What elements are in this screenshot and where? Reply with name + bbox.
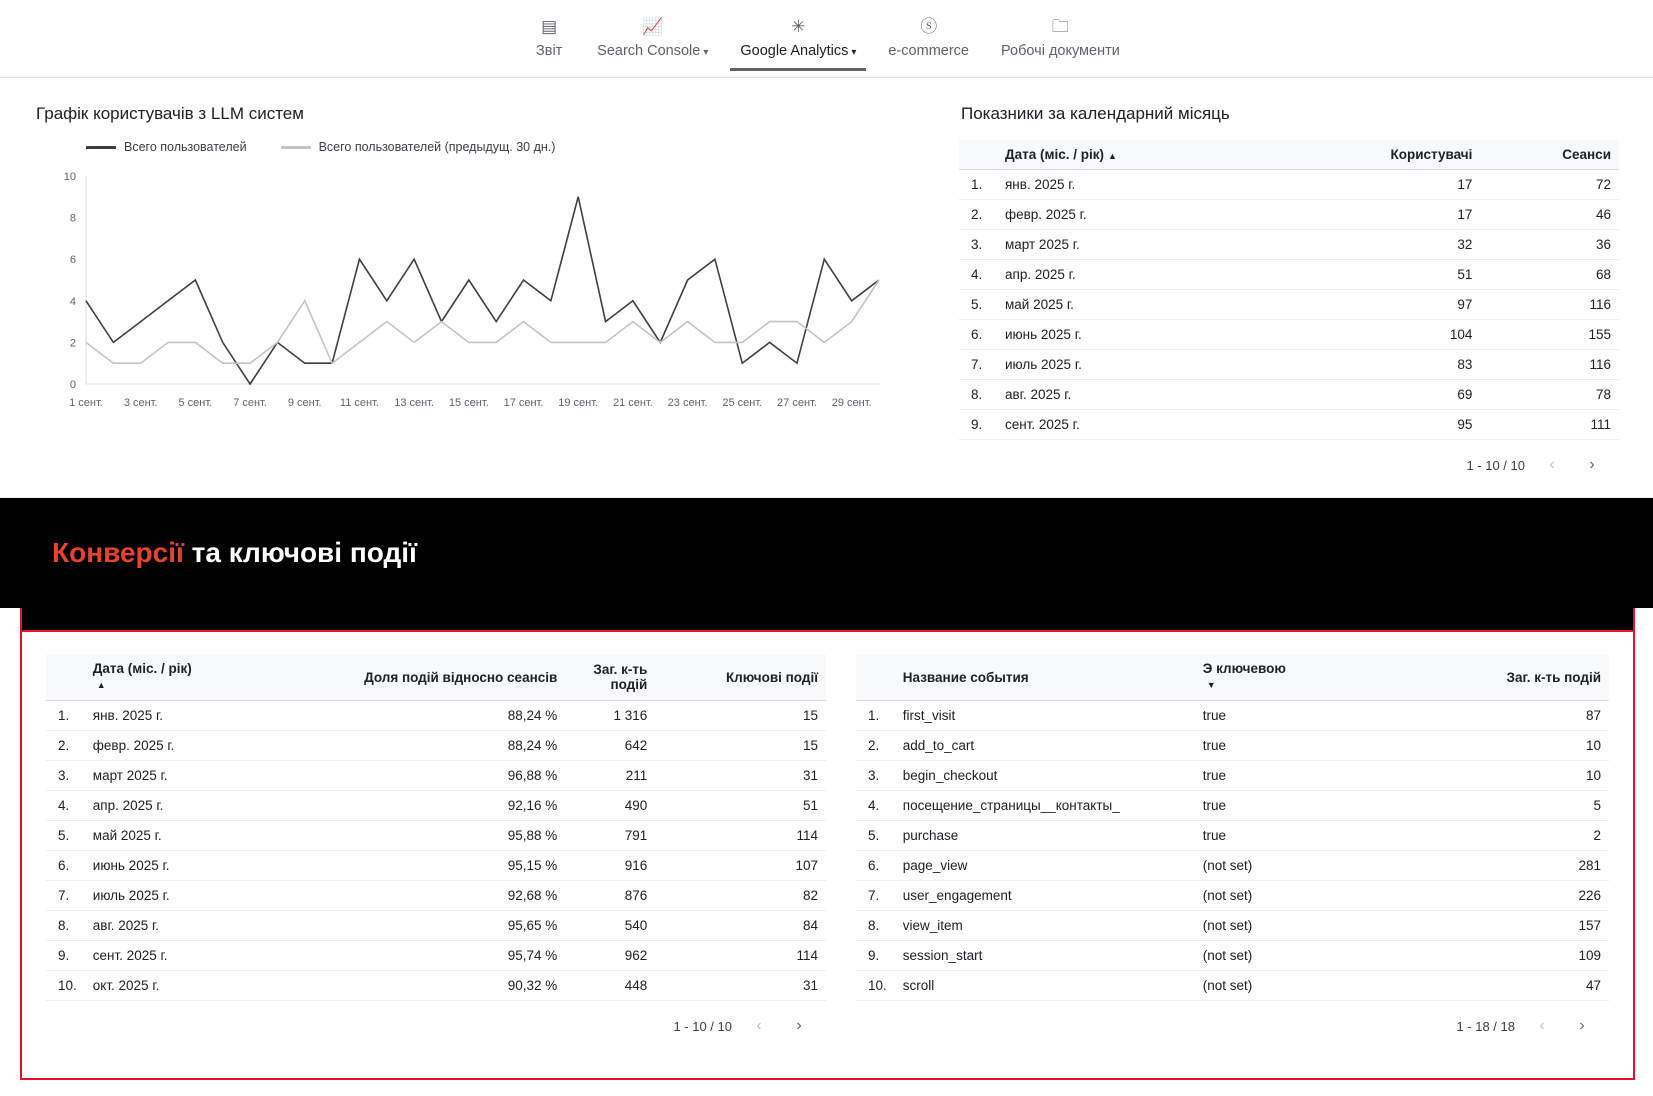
- row-index: 2.: [959, 200, 997, 230]
- cell-key-events: 114: [655, 941, 826, 971]
- events-pager: [856, 1001, 1609, 1039]
- table-header-row: [959, 140, 1619, 170]
- cell-date: март 2025 г.: [997, 230, 1271, 260]
- table-row[interactable]: [856, 851, 1609, 881]
- table-row[interactable]: [46, 821, 826, 851]
- cell-event-name: посещение_страницы__контакты_: [895, 791, 1195, 821]
- row-index: 7.: [959, 350, 997, 380]
- row-index: 2.: [46, 731, 85, 761]
- events-panel: [856, 654, 1609, 1039]
- bottom-section: [22, 632, 1633, 1049]
- banner-title: [52, 537, 417, 569]
- table-row[interactable]: [856, 791, 1609, 821]
- kpi-next-page-button[interactable]: ›: [1589, 456, 1595, 473]
- row-index: 1.: [46, 701, 85, 731]
- cell-key-events: 31: [655, 971, 826, 1001]
- col-users[interactable]: Користувачі: [1271, 140, 1481, 170]
- events-table: [856, 654, 1609, 1001]
- cell-key-events: 82: [655, 881, 826, 911]
- chart-line-icon: 📈: [642, 17, 664, 36]
- cell-total-events: 47: [1385, 971, 1609, 1001]
- dollar-circle-icon: ⓢ: [920, 17, 938, 36]
- conversions-pager: [46, 1001, 826, 1039]
- svg-text:2: 2: [69, 337, 76, 350]
- row-index: 10.: [46, 971, 85, 1001]
- cell-date: окт. 2025 г.: [85, 971, 235, 1001]
- kpi-page-range: 1 - 10 / 10: [1466, 457, 1525, 473]
- cell-date: июль 2025 г.: [997, 350, 1271, 380]
- highlighted-region: [20, 630, 1635, 1080]
- cell-date: янв. 2025 г.: [997, 170, 1271, 200]
- cell-event-name: session_start: [895, 941, 1195, 971]
- cell-date: июнь 2025 г.: [85, 851, 235, 881]
- table-row[interactable]: [856, 911, 1609, 941]
- cell-date: май 2025 г.: [997, 290, 1271, 320]
- cell-total-events: 916: [565, 851, 655, 881]
- table-header-row: [46, 654, 826, 701]
- cell-total-events: 962: [565, 941, 655, 971]
- cell-date: июль 2025 г.: [85, 881, 235, 911]
- cell-date: февр. 2025 г.: [997, 200, 1271, 230]
- cell-total-events: 281: [1385, 851, 1609, 881]
- chart-title: Графік користувачів з LLM систем: [36, 104, 304, 123]
- cell-users: 97: [1271, 290, 1481, 320]
- table-row[interactable]: [856, 701, 1609, 731]
- cell-total-events: 10: [1385, 761, 1609, 791]
- sparkle-icon: ✳: [791, 17, 806, 36]
- cell-sessions: 68: [1480, 260, 1619, 290]
- cell-date: апр. 2025 г.: [85, 791, 235, 821]
- table-row[interactable]: [959, 230, 1619, 260]
- row-index: 6.: [959, 320, 997, 350]
- table-row[interactable]: [959, 200, 1619, 230]
- cell-total-events: 448: [565, 971, 655, 1001]
- cell-date: авг. 2025 г.: [85, 911, 235, 941]
- legend-item-current: Всего пользователей: [86, 140, 247, 154]
- svg-text:27 сент.: 27 сент.: [777, 397, 817, 409]
- col-index: [856, 654, 895, 701]
- monthly-metrics-body: [959, 170, 1619, 440]
- cell-is-key-event: true: [1195, 821, 1385, 851]
- table-row[interactable]: [46, 941, 826, 971]
- events-page-range: 1 - 18 / 18: [1456, 1018, 1515, 1034]
- col-is-key-event[interactable]: Э ключевою ▼: [1195, 654, 1385, 701]
- cell-event-share: 90,32 %: [235, 971, 566, 1001]
- cell-sessions: 72: [1480, 170, 1619, 200]
- cell-is-key-event: true: [1195, 731, 1385, 761]
- row-index: 6.: [856, 851, 895, 881]
- kpi-pager: [959, 440, 1619, 478]
- nav-label: Google Analytics ▾: [740, 43, 857, 59]
- sort-asc-icon: ▲: [96, 680, 106, 690]
- cell-key-events: 51: [655, 791, 826, 821]
- cell-event-name: begin_checkout: [895, 761, 1195, 791]
- legend-item-previous: Всего пользователей (предыдущ. 30 дн.): [281, 140, 556, 154]
- cell-date: янв. 2025 г.: [85, 701, 235, 731]
- table-row[interactable]: [46, 761, 826, 791]
- table-row[interactable]: [856, 971, 1609, 1001]
- svg-text:0: 0: [69, 379, 76, 391]
- cell-total-events: 87: [1385, 701, 1609, 731]
- cell-total-events: 109: [1385, 941, 1609, 971]
- nav-label: Search Console ▾: [597, 43, 709, 59]
- row-index: 9.: [856, 941, 895, 971]
- table-row[interactable]: [46, 881, 826, 911]
- conversions-next-page-button[interactable]: ›: [796, 1017, 802, 1034]
- conversions-panel: [46, 654, 826, 1039]
- svg-text:17 сент.: 17 сент.: [503, 397, 544, 409]
- events-prev-page-button[interactable]: ‹: [1539, 1017, 1545, 1034]
- cell-total-events: 226: [1385, 881, 1609, 911]
- cell-event-share: 88,24 %: [235, 701, 566, 731]
- svg-text:13 сент.: 13 сент.: [394, 397, 435, 409]
- cell-date: февр. 2025 г.: [85, 731, 235, 761]
- row-index: 6.: [46, 851, 85, 881]
- nav-item-ecommerce[interactable]: [872, 10, 985, 71]
- cell-date: март 2025 г.: [85, 761, 235, 791]
- row-index: 8.: [959, 380, 997, 410]
- conversions-page-range: 1 - 10 / 10: [673, 1018, 732, 1034]
- monthly-metrics-panel: [959, 104, 1619, 475]
- row-index: 10.: [856, 971, 895, 1001]
- row-index: 8.: [46, 911, 85, 941]
- col-total-events[interactable]: Заг. к-ть подій: [565, 654, 655, 701]
- events-next-page-button[interactable]: ›: [1579, 1017, 1585, 1034]
- cell-key-events: 31: [655, 761, 826, 791]
- sort-asc-icon: ▲: [1108, 151, 1117, 161]
- cell-key-events: 84: [655, 911, 826, 941]
- row-index: 7.: [46, 881, 85, 911]
- cell-event-share: 95,88 %: [235, 821, 566, 851]
- cell-event-name: add_to_cart: [895, 731, 1195, 761]
- cell-total-events: 642: [565, 731, 655, 761]
- cell-event-name: scroll: [895, 971, 1195, 1001]
- table-row[interactable]: [959, 350, 1619, 380]
- row-index: 3.: [959, 230, 997, 260]
- table-row[interactable]: [46, 971, 826, 1001]
- cell-is-key-event: true: [1195, 761, 1385, 791]
- events-body: [856, 701, 1609, 1001]
- svg-text:1 сент.: 1 сент.: [69, 397, 103, 409]
- cell-is-key-event: true: [1195, 791, 1385, 821]
- cell-total-events: 157: [1385, 911, 1609, 941]
- cell-total-events: 10: [1385, 731, 1609, 761]
- line-chart-svg: [34, 162, 894, 432]
- cell-event-name: view_item: [895, 911, 1195, 941]
- cell-users: 95: [1271, 410, 1481, 440]
- cell-date: апр. 2025 г.: [997, 260, 1271, 290]
- kpi-prev-page-button[interactable]: ‹: [1549, 456, 1555, 473]
- cell-users: 83: [1271, 350, 1481, 380]
- banner-title-rest: та ключові події: [183, 537, 417, 568]
- table-row[interactable]: [46, 851, 826, 881]
- nav-label: e-commerce: [888, 43, 969, 59]
- row-index: 5.: [46, 821, 85, 851]
- col-event-name[interactable]: Название события: [895, 654, 1195, 701]
- top-navigation: [0, 0, 1653, 78]
- line-chart: [34, 162, 894, 432]
- cell-date: сент. 2025 г.: [85, 941, 235, 971]
- conversions-body: [46, 701, 826, 1001]
- nav-item-working-documents[interactable]: [985, 10, 1136, 71]
- conversions-banner: [0, 498, 1653, 608]
- svg-text:23 сент.: 23 сент.: [667, 397, 708, 409]
- cell-sessions: 46: [1480, 200, 1619, 230]
- table-row[interactable]: [46, 911, 826, 941]
- conversions-prev-page-button[interactable]: ‹: [756, 1017, 762, 1034]
- banner-title-highlight: Конверсії: [52, 537, 184, 568]
- row-index: 9.: [959, 410, 997, 440]
- svg-text:7 сент.: 7 сент.: [233, 397, 267, 409]
- svg-text:11 сент.: 11 сент.: [339, 397, 379, 409]
- table-row[interactable]: [959, 260, 1619, 290]
- chevron-down-icon: ▾: [703, 47, 709, 58]
- cell-is-key-event: (not set): [1195, 911, 1385, 941]
- svg-text:15 сент.: 15 сент.: [448, 397, 489, 409]
- svg-text:5 сент.: 5 сент.: [178, 397, 213, 409]
- legend-swatch-light: [281, 146, 311, 149]
- table-row[interactable]: [46, 701, 826, 731]
- cell-total-events: 1 316: [565, 701, 655, 731]
- cell-date: авг. 2025 г.: [997, 380, 1271, 410]
- kpi-title: Показники за календарний місяць: [961, 104, 1230, 123]
- cell-date: сент. 2025 г.: [997, 410, 1271, 440]
- row-index: 4.: [959, 260, 997, 290]
- nav-label: Робочі документи: [1000, 43, 1120, 59]
- row-index: 3.: [46, 761, 85, 791]
- chevron-down-icon: ▾: [851, 47, 857, 58]
- cell-total-events: 490: [565, 791, 655, 821]
- cell-date: май 2025 г.: [85, 821, 235, 851]
- col-index: [959, 140, 997, 170]
- cell-sessions: 155: [1480, 320, 1619, 350]
- top-section: [0, 78, 1653, 498]
- cell-sessions: 116: [1480, 350, 1619, 380]
- svg-text:6: 6: [69, 254, 76, 267]
- table-row[interactable]: [959, 410, 1619, 440]
- table-row[interactable]: [959, 320, 1619, 350]
- cell-date: июнь 2025 г.: [997, 320, 1271, 350]
- table-header-row: [856, 654, 1609, 701]
- svg-text:21 сент.: 21 сент.: [612, 397, 653, 409]
- monthly-metrics-table: [959, 140, 1619, 440]
- cell-sessions: 116: [1480, 290, 1619, 320]
- row-index: 5.: [959, 290, 997, 320]
- row-index: 1.: [856, 701, 895, 731]
- cell-key-events: 15: [655, 731, 826, 761]
- cell-users: 17: [1271, 200, 1481, 230]
- cell-total-events: 791: [565, 821, 655, 851]
- row-index: 9.: [46, 941, 85, 971]
- cell-users: 69: [1271, 380, 1481, 410]
- report-icon: ▤: [541, 17, 558, 36]
- table-row[interactable]: [856, 761, 1609, 791]
- svg-text:9 сент.: 9 сент.: [287, 397, 322, 409]
- banner-bottom-strip: [20, 608, 1635, 630]
- table-row[interactable]: [959, 170, 1619, 200]
- col-date[interactable]: Дата (міс. / рік) ▲: [997, 140, 1271, 170]
- table-row[interactable]: [856, 881, 1609, 911]
- cell-users: 104: [1271, 320, 1481, 350]
- svg-text:19 сент.: 19 сент.: [558, 397, 599, 409]
- cell-is-key-event: (not set): [1195, 881, 1385, 911]
- cell-event-name: user_engagement: [895, 881, 1195, 911]
- table-row[interactable]: [856, 821, 1609, 851]
- col-sessions[interactable]: Сеанси: [1480, 140, 1619, 170]
- folder-icon: 🗀: [1051, 17, 1069, 36]
- nav-item-zvit[interactable]: [517, 10, 581, 71]
- legend-swatch-dark: [86, 146, 116, 149]
- llm-users-chart-panel: [34, 104, 913, 475]
- cell-event-share: 92,68 %: [235, 881, 566, 911]
- col-key-events[interactable]: Ключові події: [655, 654, 826, 701]
- cell-event-share: 96,88 %: [235, 761, 566, 791]
- cell-key-events: 15: [655, 701, 826, 731]
- cell-event-name: purchase: [895, 821, 1195, 851]
- nav-item-search-console[interactable]: [581, 10, 724, 71]
- cell-is-key-event: (not set): [1195, 941, 1385, 971]
- table-row[interactable]: [856, 941, 1609, 971]
- chart-legend: [86, 140, 913, 154]
- nav-label: Звіт: [535, 43, 563, 59]
- cell-key-events: 107: [655, 851, 826, 881]
- row-index: 1.: [959, 170, 997, 200]
- cell-event-name: first_visit: [895, 701, 1195, 731]
- table-row[interactable]: [46, 791, 826, 821]
- row-index: 5.: [856, 821, 895, 851]
- svg-text:10: 10: [63, 171, 76, 183]
- row-index: 8.: [856, 911, 895, 941]
- cell-event-name: page_view: [895, 851, 1195, 881]
- row-index: 7.: [856, 881, 895, 911]
- col-date[interactable]: Дата (міс. / рік) ▲: [85, 654, 235, 701]
- cell-sessions: 111: [1480, 410, 1619, 440]
- cell-is-key-event: true: [1195, 701, 1385, 731]
- svg-text:8: 8: [69, 212, 76, 225]
- cell-total-events: 211: [565, 761, 655, 791]
- conversions-table: [46, 654, 826, 1001]
- row-index: 4.: [856, 791, 895, 821]
- cell-users: 17: [1271, 170, 1481, 200]
- table-row[interactable]: [959, 290, 1619, 320]
- row-index: 4.: [46, 791, 85, 821]
- cell-key-events: 114: [655, 821, 826, 851]
- col-event-share[interactable]: Доля подій відносно сеансів: [235, 654, 566, 701]
- cell-total-events: 5: [1385, 791, 1609, 821]
- svg-text:3 сент.: 3 сент.: [123, 397, 158, 409]
- table-row[interactable]: [46, 731, 826, 761]
- nav-item-google-analytics[interactable]: [724, 10, 872, 71]
- cell-users: 32: [1271, 230, 1481, 260]
- cell-event-share: 95,74 %: [235, 941, 566, 971]
- cell-is-key-event: (not set): [1195, 851, 1385, 881]
- cell-sessions: 78: [1480, 380, 1619, 410]
- cell-total-events: 2: [1385, 821, 1609, 851]
- cell-event-share: 95,65 %: [235, 911, 566, 941]
- svg-text:29 сент.: 29 сент.: [831, 397, 872, 409]
- cell-total-events: 876: [565, 881, 655, 911]
- table-row[interactable]: [856, 731, 1609, 761]
- cell-event-share: 88,24 %: [235, 731, 566, 761]
- sort-desc-icon: ▼: [1206, 680, 1216, 690]
- cell-sessions: 36: [1480, 230, 1619, 260]
- col-total-events[interactable]: Заг. к-ть подій: [1385, 654, 1609, 701]
- svg-text:25 сент.: 25 сент.: [722, 397, 763, 409]
- cell-total-events: 540: [565, 911, 655, 941]
- cell-users: 51: [1271, 260, 1481, 290]
- cell-event-share: 92,16 %: [235, 791, 566, 821]
- col-index: [46, 654, 85, 701]
- row-index: 2.: [856, 731, 895, 761]
- cell-event-share: 95,15 %: [235, 851, 566, 881]
- table-row[interactable]: [959, 380, 1619, 410]
- svg-text:4: 4: [69, 295, 76, 308]
- cell-is-key-event: (not set): [1195, 971, 1385, 1001]
- row-index: 3.: [856, 761, 895, 791]
